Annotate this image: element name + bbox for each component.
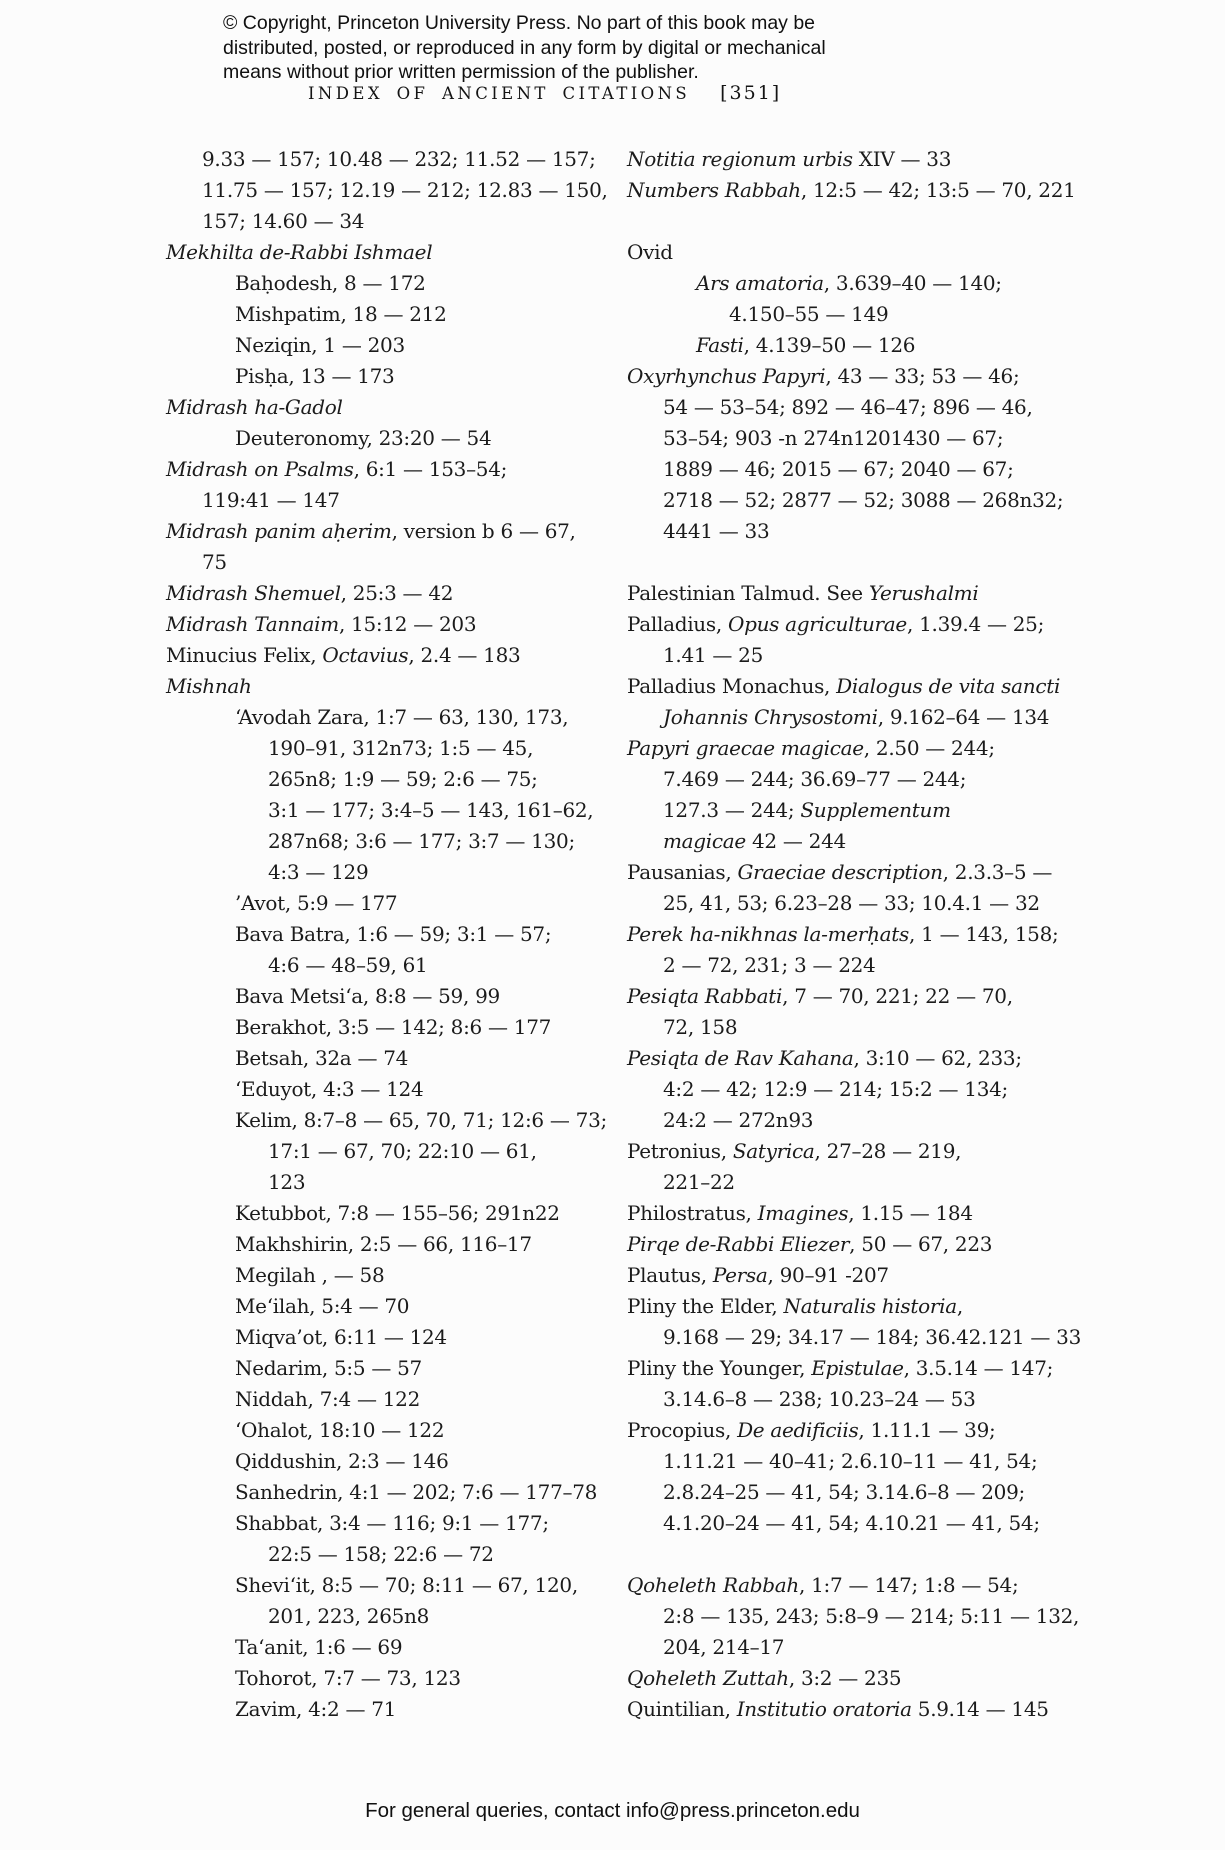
index-line — [627, 1229, 1107, 1260]
index-text-italic: Imagines — [757, 1201, 849, 1225]
index-text-italic: Institutio oratoria — [736, 1697, 912, 1721]
index-line — [166, 826, 646, 857]
index-line — [627, 981, 1107, 1012]
index-line — [627, 888, 1107, 919]
index-line — [166, 1539, 646, 1570]
index-line — [166, 516, 646, 547]
index-line — [166, 1260, 646, 1291]
index-text-italic: Supplementum — [800, 798, 951, 822]
index-text: 127.3 — 244; — [663, 798, 801, 822]
index-line — [166, 609, 646, 640]
index-line — [166, 392, 646, 423]
index-line — [627, 764, 1107, 795]
index-text: ‘Eduyot, 4:3 — 124 — [235, 1077, 424, 1101]
index-text: ‘Avodah Zara, 1:7 — 63, 130, 173, — [235, 705, 569, 729]
index-line — [166, 1167, 646, 1198]
index-line — [627, 1043, 1107, 1074]
index-text: Pliny the Younger, — [627, 1356, 812, 1380]
index-line — [166, 578, 646, 609]
index-text: , 3:10 — 62, 233; — [853, 1046, 1022, 1070]
index-text: 221–22 — [663, 1170, 735, 1194]
index-text: 4:2 — 42; 12:9 — 214; 15:2 — 134; — [663, 1077, 1008, 1101]
index-text-italic: Opus agriculturae — [727, 612, 907, 636]
page-number: [351] — [720, 82, 782, 104]
index-line — [627, 1291, 1107, 1322]
index-text-italic: Satyrica — [732, 1139, 815, 1163]
copyright-line-1: © Copyright, Princeton University Press. No part of this book may be — [223, 12, 816, 34]
index-text: , 25:3 — 42 — [340, 581, 454, 605]
index-line — [627, 1353, 1107, 1384]
index-text-italic: Graeciae description — [737, 860, 943, 884]
index-line — [627, 1632, 1107, 1663]
index-line — [166, 206, 646, 237]
index-line — [166, 361, 646, 392]
index-text: Sanhedrin, 4:1 — 202; 7:6 — 177–78 — [235, 1480, 598, 1504]
index-text: , 2.50 — 244; — [863, 736, 995, 760]
index-line — [166, 950, 646, 981]
index-text: 1889 — 46; 2015 — 67; 2040 — 67; — [663, 457, 1014, 481]
index-text: Palladius Monachus, — [627, 674, 837, 698]
index-text: 157; 14.60 — 34 — [202, 209, 365, 233]
index-text: , 1.39.4 — 25; — [906, 612, 1045, 636]
index-text: 22:5 — 158; 22:6 — 72 — [268, 1542, 494, 1566]
index-line — [166, 1601, 646, 1632]
index-line — [627, 826, 1107, 857]
index-text: 1.41 — 25 — [663, 643, 763, 667]
index-line — [166, 1384, 646, 1415]
index-text: Bava Batra, 1:6 — 59; 3:1 — 57; — [235, 922, 552, 946]
index-text: Quintilian, — [627, 1697, 737, 1721]
index-line — [166, 423, 646, 454]
index-text: 17:1 — 67, 70; 22:10 — 61, — [268, 1139, 537, 1163]
index-text: , 1.15 — 184 — [848, 1201, 973, 1225]
index-line — [166, 144, 646, 175]
index-text: 265n8; 1:9 — 59; 2:6 — 75; — [268, 767, 538, 791]
index-line — [166, 1198, 646, 1229]
index-text: Baḥodesh, 8 — 172 — [235, 271, 426, 295]
index-text: , 3:2 — 235 — [788, 1666, 902, 1690]
index-line — [627, 795, 1107, 826]
index-text: Ta‘anit, 1:6 — 69 — [235, 1635, 403, 1659]
index-text-italic: Midrash Shemuel — [166, 581, 341, 605]
index-text: , version b 6 — 67, — [391, 519, 576, 543]
index-text-italic: Qoheleth Rabbah — [627, 1573, 800, 1597]
index-line — [166, 702, 646, 733]
index-text-italic: Epistulae — [811, 1356, 904, 1380]
index-text: 72, 158 — [663, 1015, 738, 1039]
index-line — [627, 1415, 1107, 1446]
index-line — [627, 392, 1107, 423]
index-line — [627, 361, 1107, 392]
index-line — [166, 640, 646, 671]
index-line — [627, 454, 1107, 485]
index-text: Tohorot, 7:7 — 73, 123 — [235, 1666, 461, 1690]
index-line — [627, 1322, 1107, 1353]
index-text: 75 — [202, 550, 227, 574]
index-line — [166, 1322, 646, 1353]
index-text: Procopius, — [627, 1418, 738, 1442]
index-line — [166, 1136, 646, 1167]
index-text: , 3.639–40 — 140; — [823, 271, 1002, 295]
index-text: 2.8.24–25 — 41, 54; 3.14.6–8 — 209; — [663, 1480, 1025, 1504]
index-text-italic: Pesiqta de Rav Kahana — [627, 1046, 854, 1070]
index-line — [166, 1291, 646, 1322]
index-text: 119:41 — 147 — [202, 488, 340, 512]
index-line — [627, 516, 1107, 547]
index-line — [627, 578, 1107, 609]
index-line — [166, 1105, 646, 1136]
index-line — [166, 1012, 646, 1043]
index-line — [627, 1136, 1107, 1167]
index-line — [166, 1415, 646, 1446]
index-left-column — [166, 144, 646, 1725]
index-line — [627, 857, 1107, 888]
index-text: 11.75 — 157; 12.19 — 212; 12.83 — 150, — [202, 178, 608, 202]
index-text-italic: Qoheleth Zuttah — [627, 1666, 789, 1690]
index-text: Neziqin, 1 — 203 — [235, 333, 405, 357]
index-text: Philostratus, — [627, 1201, 758, 1225]
index-text: , 1.11.1 — 39; — [858, 1418, 996, 1442]
running-head — [308, 82, 781, 104]
index-text-italic: Persa — [712, 1263, 768, 1287]
index-text: 4.150–55 — 149 — [729, 302, 889, 326]
index-right-column — [627, 144, 1107, 1725]
index-text: Shevi‘it, 8:5 — 70; 8:11 — 67, 120, — [235, 1573, 578, 1597]
index-line — [166, 1508, 646, 1539]
index-text: , 9.162–64 — 134 — [877, 705, 1050, 729]
index-text-italic: Papyri graecae magicae — [627, 736, 864, 760]
index-text-italic: Mishnah — [166, 674, 252, 698]
index-line — [166, 1694, 646, 1725]
index-text: , 3.5.14 — 147; — [903, 1356, 1054, 1380]
index-text: 5.9.14 — 145 — [911, 1697, 1049, 1721]
index-text: ’Avot, 5:9 — 177 — [235, 891, 398, 915]
index-text: , 90–91 -207 — [767, 1263, 889, 1287]
index-text-italic: Oxyrhynchus Papyri — [627, 364, 826, 388]
index-text-italic: Octavius — [322, 643, 409, 667]
index-text: Pliny the Elder, — [627, 1294, 784, 1318]
index-line-spacer — [627, 1539, 1107, 1570]
copyright-notice — [223, 11, 826, 85]
index-text: , 1:7 — 147; 1:8 — 54; — [799, 1573, 1019, 1597]
index-line — [627, 1167, 1107, 1198]
index-text: ‘Ohalot, 18:10 — 122 — [235, 1418, 445, 1442]
index-text: 54 — 53–54; 892 — 46–47; 896 — 46, — [663, 395, 1033, 419]
index-text: Ketubbot, 7:8 — 155–56; 291n22 — [235, 1201, 560, 1225]
index-text: 2:8 — 135, 243; 5:8–9 — 214; 5:11 — 132, — [663, 1604, 1080, 1628]
index-text-italic: Fasti — [696, 333, 744, 357]
index-text-italic: Midrash ha-Gadol — [166, 395, 343, 419]
index-line — [627, 671, 1107, 702]
index-text-italic: Midrash Tannaim — [166, 612, 339, 636]
index-line — [166, 1446, 646, 1477]
index-line — [166, 1043, 646, 1074]
index-text: 2718 — 52; 2877 — 52; 3088 — 268n32; — [663, 488, 1064, 512]
index-text: , 27–28 — 219, — [814, 1139, 962, 1163]
index-line — [627, 175, 1107, 206]
index-line — [166, 919, 646, 950]
index-text: Palladius, — [627, 612, 728, 636]
index-text-italic: Midrash on Psalms — [166, 457, 354, 481]
running-head-title: INDEX OF ANCIENT CITATIONS — [308, 84, 691, 103]
index-text-italic: Perek ha-nikhnas la-merḥats — [627, 922, 909, 946]
index-line — [627, 1074, 1107, 1105]
index-text: 9.33 — 157; 10.48 — 232; 11.52 — 157; — [202, 147, 596, 171]
index-text: Niddah, 7:4 — 122 — [235, 1387, 420, 1411]
index-line — [627, 1601, 1107, 1632]
index-text-italic: Numbers Rabbah — [627, 178, 801, 202]
index-text: , 12:5 — 42; 13:5 — 70, 221 — [800, 178, 1076, 202]
index-line — [166, 1663, 646, 1694]
index-line — [166, 888, 646, 919]
index-line — [166, 795, 646, 826]
index-text: , 50 — 67, 223 — [849, 1232, 993, 1256]
index-text: Palestinian Talmud. See — [627, 581, 869, 605]
index-text: 190–91, 312n73; 1:5 — 45, — [268, 736, 534, 760]
index-line — [166, 1353, 646, 1384]
index-line — [627, 609, 1107, 640]
index-text-italic: Pirqe de-Rabbi Eliezer — [627, 1232, 850, 1256]
index-line — [166, 237, 646, 268]
index-text: 3.14.6–8 — 238; 10.23–24 — 53 — [663, 1387, 976, 1411]
index-line — [166, 299, 646, 330]
index-line — [166, 1074, 646, 1105]
index-text-italic: Johannis Chrysostomi — [663, 705, 878, 729]
index-text: XIV — 33 — [852, 147, 952, 171]
index-line — [166, 671, 646, 702]
index-line — [627, 1508, 1107, 1539]
index-line — [627, 1446, 1107, 1477]
index-line — [627, 1384, 1107, 1415]
index-text: 42 — 244 — [745, 829, 846, 853]
index-line — [627, 299, 1107, 330]
copyright-line-2: distributed, posted, or reproduced in any form by digital or mechanical — [223, 36, 826, 59]
index-line — [627, 640, 1107, 671]
index-text: , 4.139–50 — 126 — [743, 333, 916, 357]
index-text: Mishpatim, 18 — 212 — [235, 302, 447, 326]
index-text: 123 — [268, 1170, 306, 1194]
index-text: Deuteronomy, 23:20 — 54 — [235, 426, 492, 450]
index-text: Berakhot, 3:5 — 142; 8:6 — 177 — [235, 1015, 552, 1039]
index-line — [166, 1229, 646, 1260]
index-text: 4:6 — 48–59, 61 — [268, 953, 428, 977]
index-text: , — [956, 1294, 963, 1318]
index-text: 1.11.21 — 40–41; 2.6.10–11 — 41, 54; — [663, 1449, 1038, 1473]
index-line — [166, 764, 646, 795]
index-text: Pausanias, — [627, 860, 738, 884]
index-text: Ovid — [627, 240, 673, 264]
index-line — [627, 330, 1107, 361]
index-text: Nedarim, 5:5 — 57 — [235, 1356, 422, 1380]
index-line — [627, 733, 1107, 764]
index-text-italic: magicae — [663, 829, 746, 853]
index-line — [627, 268, 1107, 299]
index-line-spacer — [627, 206, 1107, 237]
index-text-italic: Yerushalmi — [868, 581, 979, 605]
index-text-italic: Pesiqta Rabbati — [627, 984, 783, 1008]
index-text-italic: Midrash panim aḥerim — [166, 519, 392, 543]
index-text: Miqva’ot, 6:11 — 124 — [235, 1325, 447, 1349]
index-line — [627, 1012, 1107, 1043]
index-text-italic: Naturalis historia — [783, 1294, 957, 1318]
index-text: Betsah, 32a — 74 — [235, 1046, 409, 1070]
index-text: Petronius, — [627, 1139, 733, 1163]
index-text: 4.1.20–24 — 41, 54; 4.10.21 — 41, 54; — [663, 1511, 1040, 1535]
index-text: 287n68; 3:6 — 177; 3:7 — 130; — [268, 829, 575, 853]
index-line — [627, 144, 1107, 175]
index-line — [166, 485, 646, 516]
index-text: Makhshirin, 2:5 — 66, 116–17 — [235, 1232, 532, 1256]
index-line — [166, 1477, 646, 1508]
index-line — [166, 268, 646, 299]
index-text-italic: De aedificiis — [737, 1418, 859, 1442]
index-text: 25, 41, 53; 6.23–28 — 33; 10.4.1 — 32 — [663, 891, 1040, 915]
footer-contact: For general queries, contact info@press.princeton.edu — [365, 1799, 860, 1822]
index-text: Megilah , — 58 — [235, 1263, 385, 1287]
index-line — [627, 919, 1107, 950]
index-line — [627, 1105, 1107, 1136]
index-text: Zavim, 4:2 — 71 — [235, 1697, 397, 1721]
index-text: , 7 — 70, 221; 22 — 70, — [782, 984, 1013, 1008]
index-text-italic: Mekhilta de-Rabbi Ishmael — [166, 240, 433, 264]
index-text: , 43 — 33; 53 — 46; — [825, 364, 1020, 388]
index-text: , 2.4 — 183 — [408, 643, 521, 667]
index-line — [627, 1260, 1107, 1291]
index-line — [166, 547, 646, 578]
index-line — [166, 1632, 646, 1663]
index-line — [627, 485, 1107, 516]
index-text: , 15:12 — 203 — [338, 612, 477, 636]
index-text: , 6:1 — 153–54; — [353, 457, 508, 481]
index-text: Pisḥa, 13 — 173 — [235, 364, 395, 388]
index-line — [627, 423, 1107, 454]
index-text: Me‘ilah, 5:4 — 70 — [235, 1294, 410, 1318]
index-line — [627, 1663, 1107, 1694]
index-line — [166, 1570, 646, 1601]
index-text: Plautus, — [627, 1263, 713, 1287]
index-text: , 2.3.3–5 — — [942, 860, 1053, 884]
index-line — [627, 1570, 1107, 1601]
index-text: 4441 — 33 — [663, 519, 770, 543]
index-text: Bava Metsi‘a, 8:8 — 59, 99 — [235, 984, 500, 1008]
index-text-italic: Ars amatoria — [696, 271, 824, 295]
index-text: 204, 214–17 — [663, 1635, 785, 1659]
index-text: Minucius Felix, — [166, 643, 323, 667]
index-text: 53–54; 903 -n 274n1201430 — 67; — [663, 426, 1004, 450]
index-text: 24:2 — 272n93 — [663, 1108, 814, 1132]
copyright-line-3: means without prior written permission of the publisher. — [223, 61, 699, 83]
index-line — [166, 981, 646, 1012]
index-text: 201, 223, 265n8 — [268, 1604, 430, 1628]
index-text: 4:3 — 129 — [268, 860, 369, 884]
index-line — [166, 330, 646, 361]
index-line — [627, 702, 1107, 733]
index-text-italic: Dialogus de vita sancti — [836, 674, 1061, 698]
index-text: 7.469 — 244; 36.69–77 — 244; — [663, 767, 967, 791]
index-line — [627, 1694, 1107, 1725]
index-line — [166, 175, 646, 206]
index-line — [166, 454, 646, 485]
index-text: , 1 — 143, 158; — [908, 922, 1059, 946]
index-text: Shabbat, 3:4 — 116; 9:1 — 177; — [235, 1511, 549, 1535]
index-line — [627, 1477, 1107, 1508]
index-text: 9.168 — 29; 34.17 — 184; 36.42.121 — 33 — [663, 1325, 1082, 1349]
index-text: Qiddushin, 2:3 — 146 — [235, 1449, 449, 1473]
index-line — [166, 733, 646, 764]
index-line-spacer — [627, 547, 1107, 578]
index-text: 3:1 — 177; 3:4–5 — 143, 161–62, — [268, 798, 594, 822]
index-text: Kelim, 8:7–8 — 65, 70, 71; 12:6 — 73; — [235, 1108, 607, 1132]
index-line — [166, 857, 646, 888]
index-line — [627, 237, 1107, 268]
index-text: 2 — 72, 231; 3 — 224 — [663, 953, 876, 977]
index-line — [627, 950, 1107, 981]
index-line — [627, 1198, 1107, 1229]
index-text-italic: Notitia regionum urbis — [627, 147, 853, 171]
